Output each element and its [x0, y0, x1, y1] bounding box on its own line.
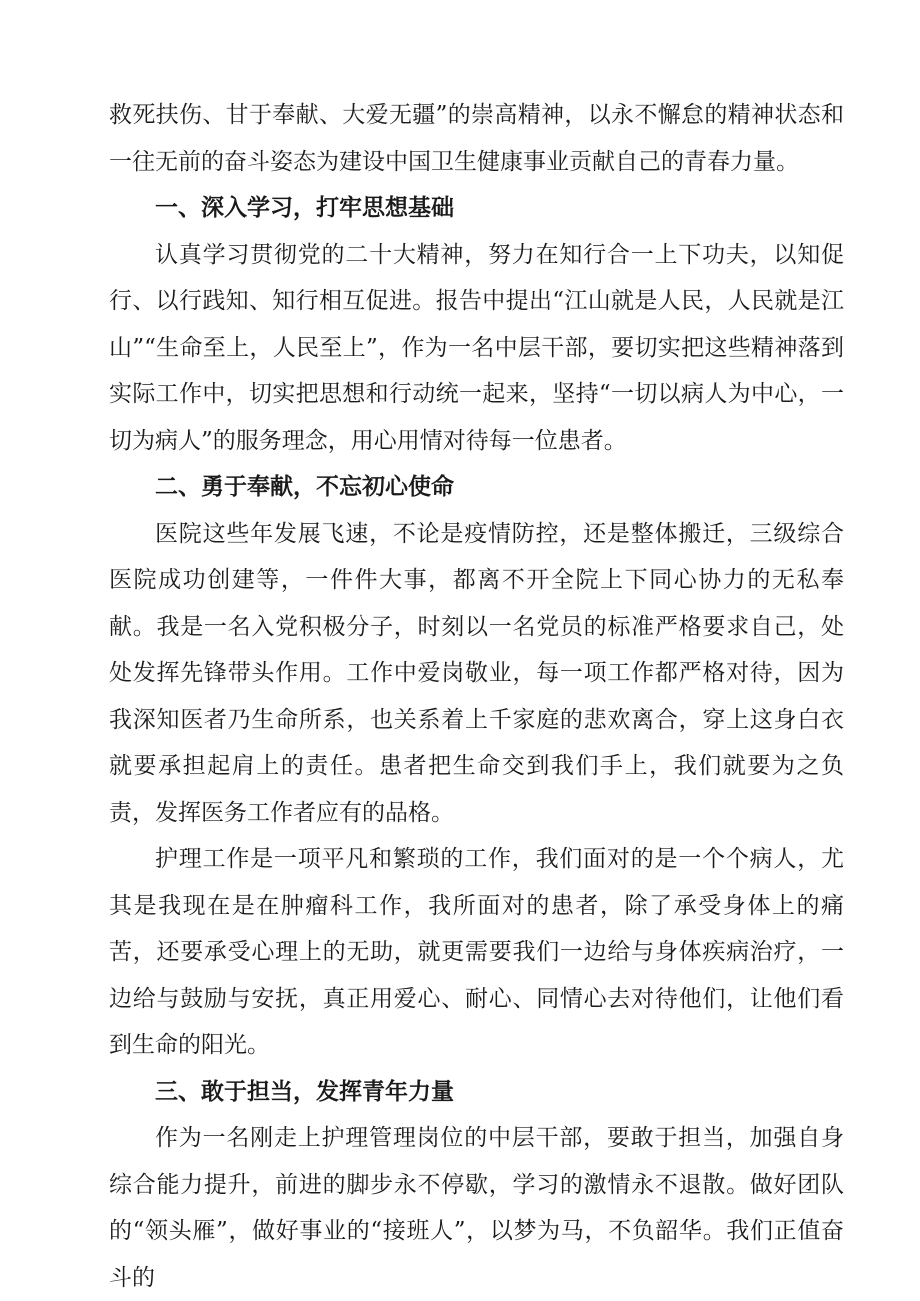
paragraph-study: 认真学习贯彻党的二十大精神，努力在知行合一上下功夫，以知促行、以行践知、知行相互促进。报告中提出“江山就是人民，人民就是江山”“生命至上，人民至上”，作为一名中层干部，要切实把这些精神落到实际工作中，切实把思想和行动统一起来，坚持“一切以病人为中心，一切为病人”的服务理念，用心用情对待每一位患者。 [109, 241, 844, 454]
paragraph-continuation: 救死扶伤、甘于奉献、大爱无疆”的崇高精神，以永不懈怠的精神状态和一往无前的奋斗姿态为建设中国卫生健康事业贡献自己的青春力量。 [109, 102, 844, 175]
paragraph-dedication: 医院这些年发展飞速，不论是疫情防控，还是整体搬迁，三级综合医院成功创建等，一件件大事，都离不开全院上下同心协力的无私奉献。我是一名入党积极分子，时刻以一名党员的标准严格要求自己，处处发挥先锋带头作用。工作中爱岗敬业，每一项工作都严格对待，因为我深知医者乃生命所系，也关系着上千家庭的悲欢离合，穿上这身白衣就要承担起肩上的责任。患者把生命交到我们手上，我们就要为之负责，发挥医务工作者应有的品格。 [109, 520, 844, 826]
paragraph-responsibility: 作为一名刚走上护理管理岗位的中层干部，要敢于担当，加强自身综合能力提升，前进的脚步永不停歇，学习的激情永不退散。做好团队的“领头雁”，做好事业的“接班人”，以梦为马，不负韶华。我们正值奋斗的 [109, 1125, 844, 1291]
section-heading-3: 三、敢于担当，发挥青年力量 [155, 1077, 454, 1105]
paragraph-nursing: 护理工作是一项平凡和繁琐的工作，我们面对的是一个个病人，尤其是我现在是在肿瘤科工作，我所面对的患者，除了承受身体上的痛苦，还要承受心理上的无助，就更需要我们一边给与身体疾病治疗，一边给与鼓励与安抚，真正用爱心、耐心、同情心去对待他们，让他们看到生命的阳光。 [109, 846, 844, 1058]
section-heading-1: 一、深入学习，打牢思想基础 [155, 194, 454, 221]
section-heading-2: 二、勇于奉献，不忘初心使命 [155, 473, 454, 500]
document-body [109, 92, 844, 1301]
